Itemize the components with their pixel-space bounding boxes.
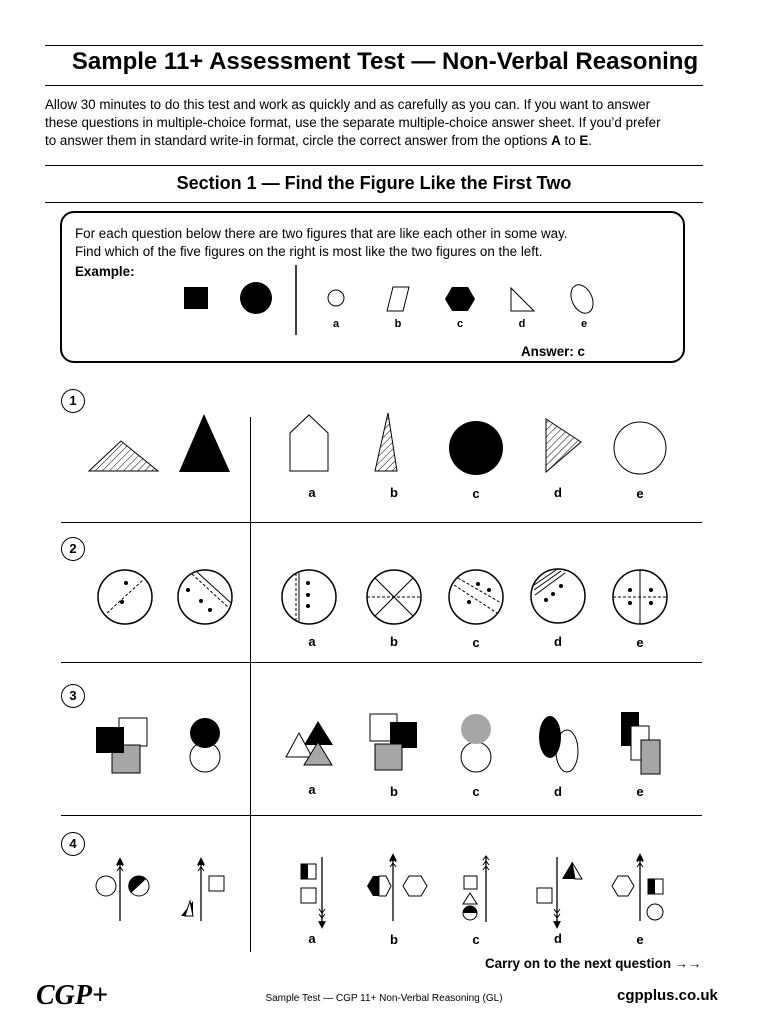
q4-figure-1 <box>96 861 149 921</box>
q2-option-label-e: e <box>636 635 644 650</box>
q2-option-c-figure <box>449 570 503 624</box>
q4-option-d-figure <box>537 857 582 925</box>
example-option-label-a: a <box>332 318 340 330</box>
q1-option-label-d: d <box>554 485 562 500</box>
carry-on-text: Carry on to the next question →→ <box>485 956 702 971</box>
example-option-label-e: e <box>580 318 588 330</box>
intro-line-2: these questions in multiple-choice format, use the separate multiple-choice answer sheet. If you’d prefer <box>45 115 661 130</box>
q1-option-label-b: b <box>390 485 398 500</box>
q1-option-label-e: e <box>636 486 644 501</box>
q2-figure-2 <box>178 570 232 624</box>
question-number-4: 4 <box>61 832 85 856</box>
example-option-c-figure <box>445 287 475 311</box>
intro-line-3-text: to answer them in standard write-in format, circle the correct answer from the options <box>45 133 552 148</box>
intro-line-1: Allow 30 minutes to do this test and work as quickly and as carefully as you can. If you want to answer <box>45 97 651 112</box>
q3-figure-1 <box>96 718 147 773</box>
q2-option-d-figure <box>531 569 585 623</box>
q1-option-b-figure <box>375 413 397 471</box>
q3-option-c-figure <box>461 714 491 772</box>
example-answer: Answer: c <box>521 344 585 359</box>
q2-option-label-c: c <box>472 635 480 650</box>
q1-figure-2 <box>179 414 230 472</box>
section-title: Section 1 — Find the Figure Like the First Two <box>176 173 572 193</box>
q4-option-b-figure <box>367 857 427 921</box>
q3-figure-2 <box>190 718 220 772</box>
q4-option-label-b: b <box>390 932 398 947</box>
q3-option-b-figure <box>370 714 417 770</box>
q1-option-a-figure <box>290 415 328 471</box>
q1-option-label-a: a <box>308 485 316 500</box>
example-figure-circle <box>240 282 272 314</box>
intro-to-word: to <box>560 133 580 148</box>
q3-option-a-figure <box>286 721 333 765</box>
intro-period: . <box>588 133 593 148</box>
q4-option-c-figure <box>463 856 489 922</box>
example-figure-square <box>184 287 208 309</box>
q2-option-label-d: d <box>554 634 562 649</box>
q4-figure-2 <box>181 861 224 921</box>
q4-option-label-c: c <box>472 932 480 947</box>
website-link[interactable]: cgpplus.co.uk <box>617 987 718 1004</box>
example-option-label-b: b <box>394 318 402 330</box>
example-option-b-figure <box>387 287 409 311</box>
question-number-2: 2 <box>61 537 85 561</box>
example-label: Example: <box>75 264 135 279</box>
q3-option-label-e: e <box>636 784 644 799</box>
q4-option-e-figure <box>612 857 663 921</box>
example-option-a-figure <box>328 290 344 306</box>
q1-option-c-figure <box>449 421 503 475</box>
cgp-logo: CGP+ <box>36 980 108 1011</box>
q4-option-label-a: a <box>308 931 316 946</box>
q3-option-label-d: d <box>554 784 562 799</box>
q2-option-label-a: a <box>308 634 316 649</box>
q2-option-label-b: b <box>390 634 398 649</box>
q1-option-d-figure <box>546 419 581 472</box>
instruction-line-2: Find which of the five figures on the right is most like the two figures on the left. <box>75 244 543 259</box>
option-a-bold: A <box>551 133 561 148</box>
q1-option-e-figure <box>614 422 666 474</box>
q1-figure-1 <box>89 441 158 471</box>
q3-option-label-a: a <box>308 782 316 797</box>
question-number-3: 3 <box>61 684 85 708</box>
example-option-d-figure <box>511 288 534 311</box>
q4-option-label-e: e <box>636 932 644 947</box>
example-option-e-figure <box>567 281 598 317</box>
q1-option-label-c: c <box>472 486 480 501</box>
instruction-line-1: For each question below there are two figures that are like each other in some way. <box>75 226 568 241</box>
example-option-label-c: c <box>456 318 464 330</box>
q2-figure-1 <box>98 570 152 624</box>
q4-option-label-d: d <box>554 931 562 946</box>
example-option-label-d: d <box>518 318 526 330</box>
q4-option-a-figure <box>301 857 325 925</box>
option-e-bold: E <box>579 133 589 148</box>
q3-option-e-figure <box>621 712 660 774</box>
q2-option-b-figure <box>367 570 421 624</box>
q2-option-e-figure <box>613 570 667 624</box>
q2-option-a-figure <box>282 570 336 624</box>
footer-text: Sample Test — CGP 11+ Non-Verbal Reasoning (GL) <box>265 993 503 1004</box>
q3-option-d-figure <box>539 716 578 772</box>
q3-option-label-c: c <box>472 784 480 799</box>
q3-option-label-b: b <box>390 784 398 799</box>
page-title: Sample 11+ Assessment Test — Non-Verbal Reasoning <box>71 48 699 75</box>
question-number-1: 1 <box>61 389 85 413</box>
